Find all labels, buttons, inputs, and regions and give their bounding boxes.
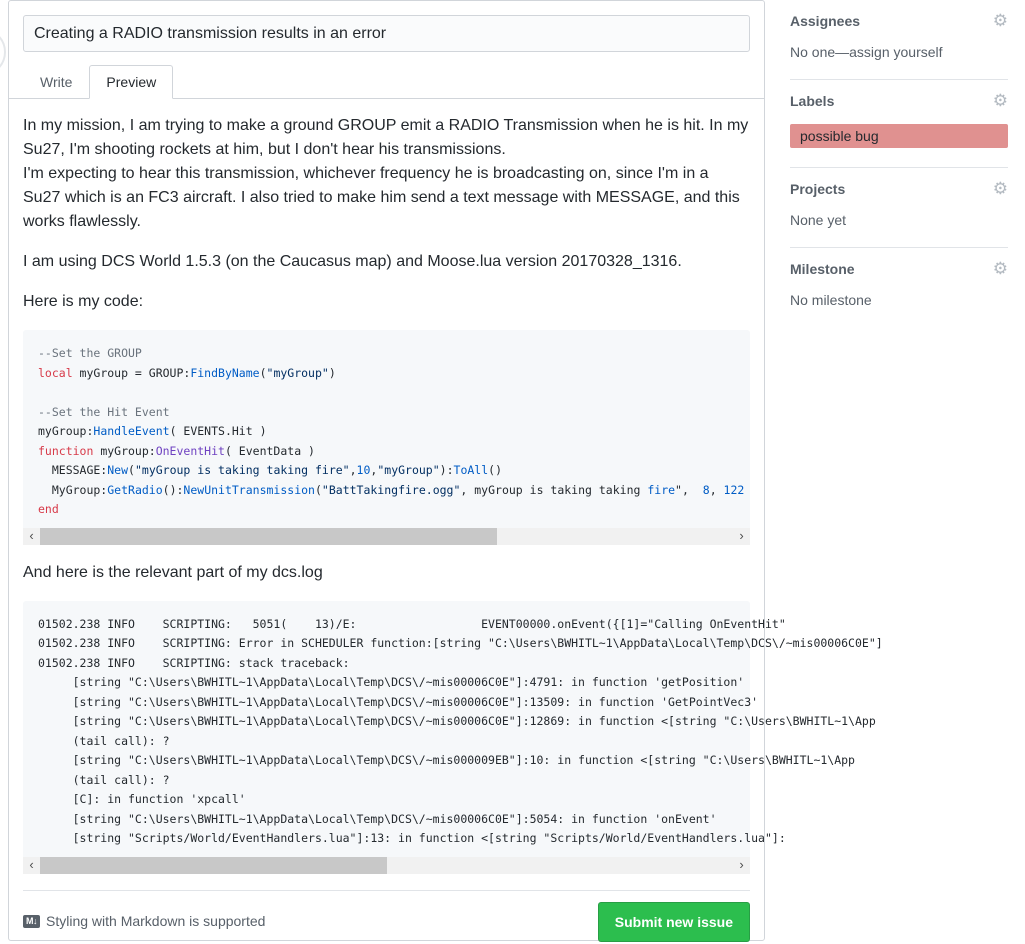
log-scrollbar-thumb[interactable] <box>40 857 387 874</box>
projects-value: None yet <box>790 212 847 228</box>
log-scrollbar-track[interactable] <box>40 857 733 874</box>
code-horizontal-scrollbar <box>23 528 750 545</box>
timeline-arc-decoration <box>0 28 6 76</box>
projects-title: Projects <box>790 181 846 197</box>
scroll-left-icon[interactable]: ‹ <box>29 856 34 872</box>
sidebar-section-labels <box>790 80 1008 168</box>
issue-title-input[interactable] <box>23 15 750 52</box>
markdown-supported-link[interactable] <box>23 911 265 932</box>
scroll-left-icon[interactable]: ‹ <box>29 527 34 543</box>
labels-title: Labels <box>790 93 835 109</box>
form-footer <box>23 891 750 942</box>
scroll-right-icon[interactable]: › <box>739 527 744 543</box>
gear-icon[interactable]: ⚙ <box>992 11 1008 30</box>
sidebar-section-assignees <box>790 0 1008 80</box>
code-scrollbar-track[interactable] <box>40 528 733 545</box>
log-code-lines: 01502.238 INFO SCRIPTING: 5051( 13)/E: EVENT00000.onEvent({[1]="Calling OnEventHit" 01502.238 INFO SCRIPTING: Error in SCHEDULER function:[string "C:\Users\BWHITL~1\AppData\Local\Temp\DCS\/~mis00006C0E"] 01502.238 INFO SCRIPTING: stack traceback: [string "C:\Users\BWHITL~1\AppData\Local\Temp\DCS\/~mis00006C0E"]:4791: in function 'getPosition' [string "C:\Users\BWHITL~1\AppData\Local\Temp\DCS\/~mis00006C0E"]:13509: in function 'GetPointVec3' [string "C:\Users\BWHITL~1\AppData\Local\Temp\DCS\/~mis00006C0E"]:12869: in function <[string "C:\Users\BWHITL~1\App (tail call): ? [string "C:\Users\BWHITL~1\AppData\Local\Temp\DCS\/~mis000009EB"]:10: in function <[string "C:\Users\BWHITL~1\App (tail call): ? [C]: in function 'xpcall' [string "C:\Users\BWHITL~1\AppData\Local\Temp\DCS\/~mis00006C0E"]:5054: in function 'onEvent' [string "Scripts/World/EventHandlers.lua"]:13: in function <[string "Scripts/World/EventHandlers.lua"]: <box>38 616 883 845</box>
markdown-note-label: Styling with Markdown is supported <box>46 913 266 929</box>
log-code-block <box>23 601 883 874</box>
milestone-value: No milestone <box>790 292 872 308</box>
log-horizontal-scrollbar <box>23 857 750 874</box>
gear-icon[interactable]: ⚙ <box>992 91 1008 110</box>
scroll-right-icon[interactable]: › <box>739 856 744 872</box>
paragraph-log-lead: And here is the relevant part of my dcs.log <box>23 563 323 581</box>
tab-preview[interactable]: Preview <box>89 65 173 99</box>
code-scrollbar-thumb[interactable] <box>40 528 497 545</box>
milestone-title: Milestone <box>790 261 855 277</box>
write-preview-tab-bar <box>9 65 764 99</box>
gear-icon[interactable]: ⚙ <box>992 259 1008 278</box>
submit-new-issue-button[interactable]: Submit new issue <box>598 902 750 942</box>
sidebar-section-projects <box>790 168 1008 248</box>
assignees-title: Assignees <box>790 13 861 29</box>
markdown-icon: M↓ <box>23 915 40 928</box>
lua-code-lines: --Set the GROUP local myGroup = GROUP:FindByName("myGroup") --Set the Hit Event myGroup:HandleEvent( EVENTS.Hit ) function myGroup:OnEventHit( EventData ) MESSAGE:New("myGroup is taking taking fire",10,"myGroup"):ToAll() MyGroup:GetRadio():NewUnitTransmission("BattTakingfire.ogg", myGroup is taking taking fire", 8, 122 end <box>38 346 745 516</box>
sidebar-section-milestone <box>790 248 1008 327</box>
paragraph-code-lead: Here is my code: <box>23 293 144 310</box>
paragraph-versions: I am using DCS World 1.5.3 (on the Caucasus map) and Moose.lua version 20170328_1316. <box>23 253 682 270</box>
assignees-value[interactable]: No one—assign yourself <box>790 44 943 60</box>
label-possible-bug[interactable]: possible bug <box>790 124 1008 148</box>
gear-icon[interactable]: ⚙ <box>992 179 1008 198</box>
paragraph-intro: In my mission, I am trying to make a ground GROUP emit a RADIO Transmission when he is hit. In my Su27, I'm shooting rockets at him, but I don't hear his transmissions. I'm expecting to hear this transmission, whichever frequency he is broadcasting on, since I'm in a Su27 which is an FC3 aircraft. I also tried to make him send a text message with MESSAGE, and this works flawlessly. <box>23 117 749 230</box>
lua-code-block <box>23 330 750 545</box>
tab-write[interactable]: Write <box>40 74 73 90</box>
issue-sidebar <box>790 0 1008 327</box>
